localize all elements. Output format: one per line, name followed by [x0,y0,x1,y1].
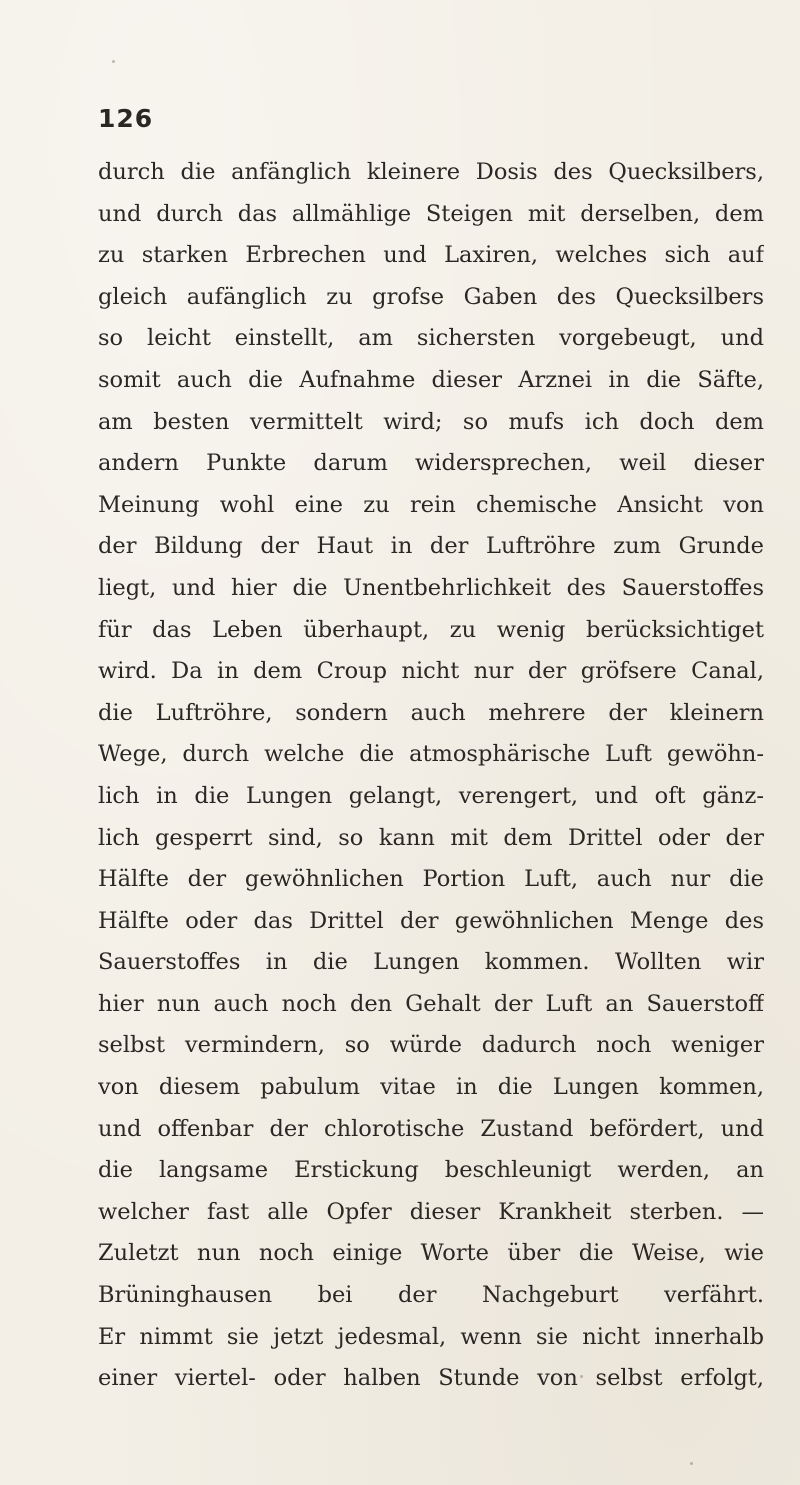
text-line: wird. Da in dem Croup nicht nur der gröfsere Canal, [98,658,764,685]
text-line: durch die anfänglich kleinere Dosis des Quecksilbers, [98,159,764,185]
text-line: Hälfte oder das Drittel der gewöhnlichen Menge des [98,907,764,934]
text-line: und offenbar der chlorotische Zustand befördert, und [98,1115,764,1142]
text-line: Brüninghausen bei der Nachgeburt verfährt. [98,1282,764,1309]
paper-speck [112,60,115,63]
text-line: der Bildung der Haut in der Luftröhre zum Grunde [98,533,764,560]
text-line: somit auch die Aufnahme dieser Arznei in die Säfte, [98,366,764,393]
text-line: Er nimmt sie jetzt jedesmal, wenn sie nicht innerhalb [98,1323,764,1350]
text-line: andern Punkte darum widersprechen, weil dieser [98,450,764,477]
text-line: Hälfte der gewöhnlichen Portion Luft, auch nur die [98,866,764,893]
text-line: selbst vermindern, so würde dadurch noch weniger [98,1032,764,1059]
text-line: einer viertel- oder halben Stunde von selbst erfolgt, [98,1365,764,1392]
text-line: hier nun auch noch den Gehalt der Luft an Sauerstoff [98,990,764,1017]
text-line: von diesem pabulum vitae in die Lungen kommen, [98,1074,764,1101]
text-line: zu starken Erbrechen und Laxiren, welches sich auf [98,242,764,269]
text-line: gleich aufänglich zu grofse Gaben des Quecksilbers [98,283,764,310]
text-line: lich in die Lungen gelangt, verengert, und oft gänz- [98,782,764,809]
paper-speck [580,1375,583,1378]
paper-speck [690,1462,693,1465]
text-line: so leicht einstellt, am sichersten vorgebeugt, und [98,325,764,352]
text-line: die langsame Erstickung beschleunigt werden, an [98,1157,764,1184]
text-line: Sauerstoffes in die Lungen kommen. Wollten wir [98,949,764,976]
body-text [98,152,764,1400]
text-line: Meinung wohl eine zu rein chemische Ansicht von [98,491,764,518]
text-line: die Luftröhre, sondern auch mehrere der kleinern [98,699,764,726]
text-line: und durch das allmählige Steigen mit derselben, dem [98,200,764,227]
page-number: 126 [98,104,154,133]
text-line: liegt, und hier die Unentbehrlichkeit des Sauerstoffes [98,574,764,601]
text-line: welcher fast alle Opfer dieser Krankheit sterben. — [98,1198,764,1225]
text-line: für das Leben überhaupt, zu wenig berücksichtiget [98,616,764,643]
text-line: Zuletzt nun noch einige Worte über die Weise, wie [98,1240,764,1267]
text-line: am besten vermittelt wird; so mufs ich doch dem [98,408,764,435]
text-line: Wege, durch welche die atmosphärische Luft gewöhn- [98,741,764,768]
text-line: lich gesperrt sind, so kann mit dem Drittel oder der [98,824,764,851]
